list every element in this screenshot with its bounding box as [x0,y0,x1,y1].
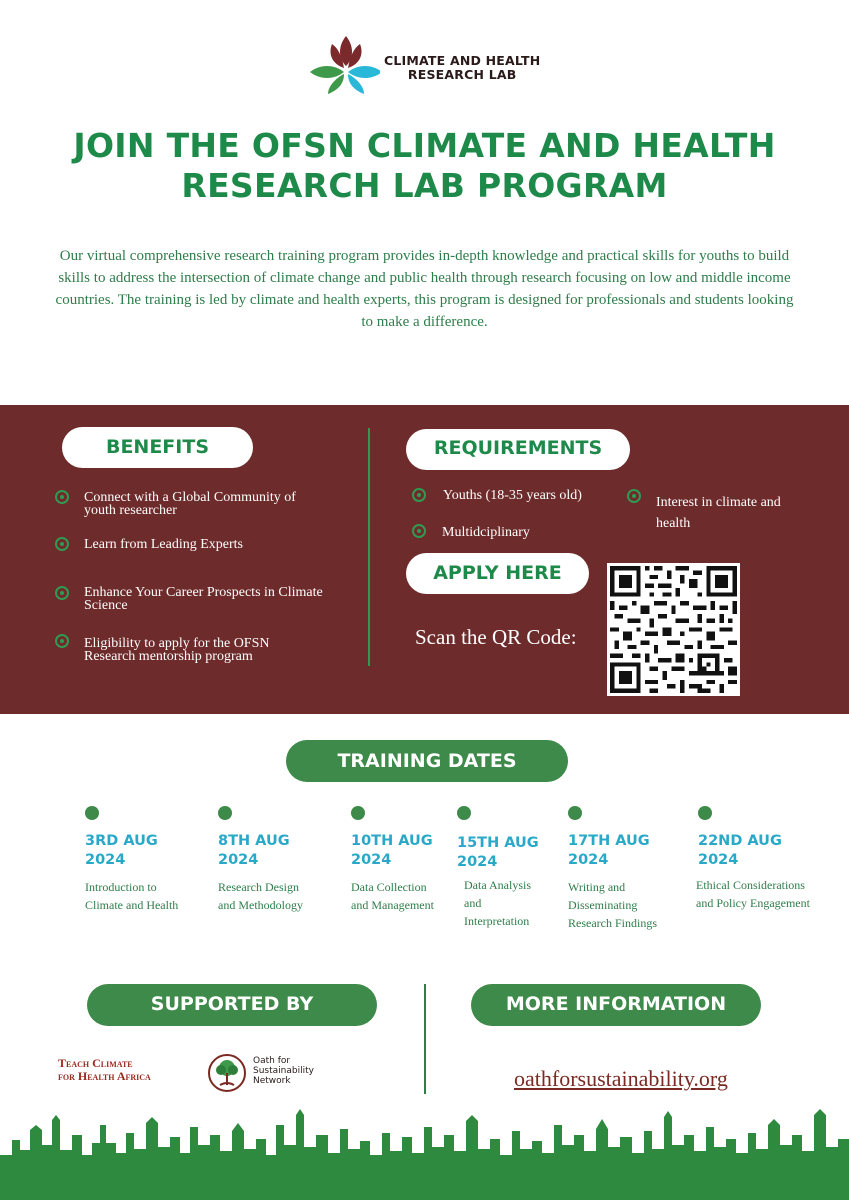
requirement-item-1 [443,489,582,502]
timeline-dot [218,806,232,820]
title-line-2: RESEARCH LAB PROGRAM [181,166,668,205]
page-title [40,126,809,206]
benefit-4-line2: Research mentorship program [84,649,253,664]
date-6-year: 2024 [698,852,739,868]
footer-divider [424,984,426,1094]
session-3-topic [351,878,476,914]
benefit-item-1 [84,491,296,517]
scan-qr-text: Scan the QR Code: [415,625,577,649]
requirements-heading: REQUIREMENTS [406,429,630,470]
benefit-1-line1: Connect with a Global Community of [84,490,296,505]
session-6-line2: and Policy Engagement [696,896,810,910]
requirement-item-3 [656,492,781,534]
apply-here-button[interactable]: APPLY HERE [406,553,589,594]
more-information-heading: MORE INFORMATION [471,984,761,1026]
timeline-dot [351,806,365,820]
session-2-line1: Research Design [218,880,299,894]
session-3-line2: and Management [351,898,434,912]
requirement-3-line2: health [656,516,691,531]
date-3 [351,832,471,870]
date-4 [457,834,577,872]
benefit-1-line2: youth researcher [84,503,177,518]
bullet-icon [627,489,641,503]
requirement-item-2 [442,526,530,539]
session-6-topic [696,876,836,912]
sponsor2-line2: Sustainability [253,1066,314,1076]
training-dates-heading: TRAINING DATES [286,740,568,782]
date-1 [85,832,205,870]
date-2 [218,832,338,870]
benefit-3-line1: Enhance Your Career Prospects in Climate [84,585,323,600]
session-1-line1: Introduction to [85,880,157,894]
sponsor1-line2: for Health Africa [58,1069,151,1083]
session-4-line2: and [464,896,482,910]
date-1-day: 3RD AUG [85,833,158,849]
date-3-day: 10TH AUG [351,833,433,849]
timeline-dot [457,806,471,820]
date-2-year: 2024 [218,852,259,868]
supported-by-heading: SUPPORTED BY [87,984,377,1026]
benefit-3-line2: Science [84,598,128,613]
session-5-line2: Disseminating [568,898,638,912]
tree-icon [207,1053,247,1093]
session-3-line1: Data Collection [351,880,427,894]
lab-logo-text [384,54,540,82]
session-6-line1: Ethical Considerations [696,878,805,892]
sponsor1-line1: Teach Climate [58,1056,133,1070]
city-skyline-decoration [0,1105,849,1200]
date-4-day: 15TH AUG [457,835,539,851]
sponsor2-line1: Oath for [253,1056,291,1066]
session-4-line1: Data Analysis [464,878,531,892]
benefit-item-4 [84,637,270,663]
teach-climate-logo [58,1057,151,1083]
requirement-1-line1: Youths (18-35 years old) [443,488,582,503]
timeline-dot [568,806,582,820]
timeline-dot [85,806,99,820]
requirement-3-line1: Interest in climate and [656,495,781,510]
session-5-topic [568,878,693,932]
session-4-line3: Interpretation [464,914,530,928]
intro-paragraph: Our virtual comprehensive research training program provides in-depth knowledge and practical skills for youths to build skills to address the intersection of climate change and public health through research focusing on low and middle income countries. The training is led by climate and health experts, this program is designed for professionals and students looking to make a difference. [55,248,794,330]
date-6 [698,832,818,870]
title-line-1: JOIN THE OFSN CLIMATE AND HEALTH [73,126,776,165]
sponsor2-line3: Network [253,1076,291,1086]
session-5-line3: Research Findings [568,916,657,930]
bullet-icon [55,586,69,600]
date-5 [568,832,688,870]
benefit-4-line1: Eligibility to apply for the OFSN [84,636,270,651]
session-5-line1: Writing and [568,880,626,894]
lab-logo [308,34,548,96]
bullet-icon [412,524,426,538]
bullet-icon [55,490,69,504]
bullet-icon [55,537,69,551]
logo-line-1: CLIMATE AND HEALTH [384,53,541,68]
requirement-2-line1: Multidciplinary [442,525,530,540]
qr-code-icon [610,566,737,693]
timeline-dot [698,806,712,820]
session-2-topic [218,878,343,914]
date-6-day: 22ND AUG [698,833,782,849]
date-2-day: 8TH AUG [218,833,290,849]
qr-code[interactable] [607,563,740,696]
session-1-topic [85,878,210,914]
benefit-2-line1: Learn from Leading Experts [84,537,243,552]
date-3-year: 2024 [351,852,392,868]
bullet-icon [55,634,69,648]
logo-line-2: RESEARCH LAB [407,67,517,82]
date-4-year: 2024 [457,854,498,870]
session-2-line2: and Methodology [218,898,303,912]
date-5-day: 17TH AUG [568,833,650,849]
benefit-item-2 [84,538,243,551]
bullet-icon [412,488,426,502]
oath-network-logo-text [253,1056,314,1086]
band-divider [368,428,370,666]
leaf-flower-icon [308,34,380,96]
benefits-heading: BENEFITS [62,427,253,468]
date-1-year: 2024 [85,852,126,868]
session-1-line2: Climate and Health [85,898,179,912]
date-5-year: 2024 [568,852,609,868]
website-link[interactable]: oathforsustainability.org [514,1066,728,1091]
benefit-item-3 [84,586,323,612]
